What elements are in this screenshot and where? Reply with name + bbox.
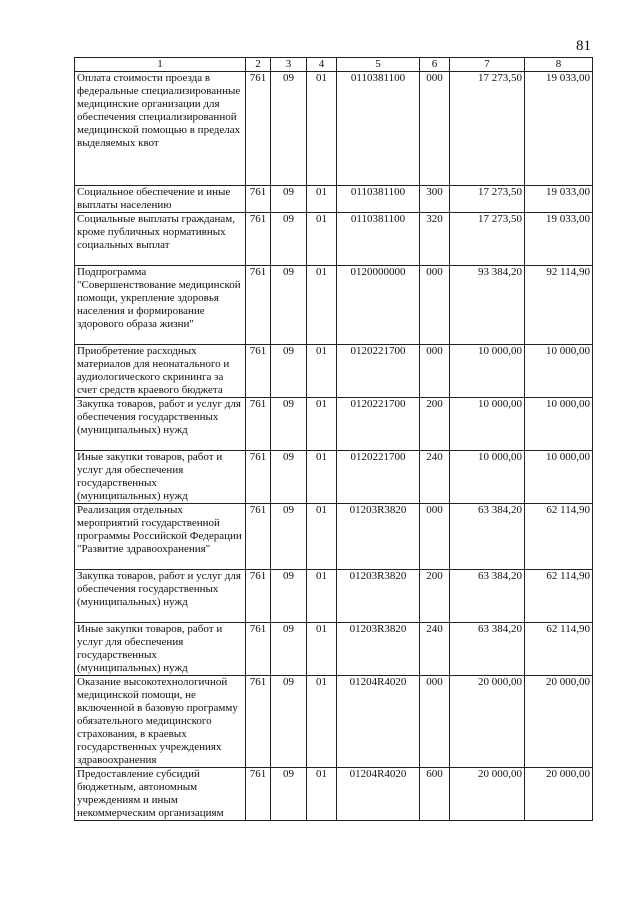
section-code: 09 (271, 398, 307, 451)
amount-year-2: 10 000,00 (525, 345, 593, 398)
amount-year-2: 19 033,00 (525, 72, 593, 186)
target-article-code: 0110381100 (337, 186, 420, 213)
amount-year-2: 62 114,90 (525, 570, 593, 623)
amount-year-1: 10 000,00 (450, 345, 525, 398)
expense-type-code: 240 (420, 623, 450, 676)
target-article-code: 01204R4020 (337, 676, 420, 768)
target-article-code: 0120221700 (337, 451, 420, 504)
amount-year-2: 20 000,00 (525, 768, 593, 821)
subsection-code: 01 (307, 623, 337, 676)
subsection-code: 01 (307, 570, 337, 623)
table-row (75, 266, 593, 345)
amount-year-1: 17 273,50 (450, 186, 525, 213)
amount-year-2: 62 114,90 (525, 504, 593, 570)
table-row (75, 451, 593, 504)
target-article-code: 01203R3820 (337, 504, 420, 570)
header-cell: 2 (246, 58, 271, 72)
expense-type-code: 240 (420, 451, 450, 504)
expense-type-code: 200 (420, 570, 450, 623)
amount-year-1: 63 384,20 (450, 623, 525, 676)
amount-year-1: 93 384,20 (450, 266, 525, 345)
amount-year-1: 17 273,50 (450, 72, 525, 186)
section-code: 09 (271, 186, 307, 213)
table-row (75, 676, 593, 768)
budget-table (74, 57, 593, 821)
section-code: 09 (271, 213, 307, 266)
table-row (75, 72, 593, 186)
subsection-code: 01 (307, 72, 337, 186)
target-article-code: 0120221700 (337, 398, 420, 451)
table-body (75, 72, 593, 821)
subsection-code: 01 (307, 451, 337, 504)
table-row (75, 186, 593, 213)
section-code: 09 (271, 623, 307, 676)
expense-type-code: 600 (420, 768, 450, 821)
subsection-code: 01 (307, 504, 337, 570)
amount-year-1: 63 384,20 (450, 570, 525, 623)
expense-type-code: 200 (420, 398, 450, 451)
row-label: Приобретение расходных материалов для неонатального и аудиологического скрининга за счет средств краевого бюджета (75, 345, 246, 398)
row-label: Социальные выплаты гражданам, кроме публичных нормативных социальных выплат (75, 213, 246, 266)
table-row (75, 570, 593, 623)
ministry-code: 761 (246, 345, 271, 398)
target-article-code: 0110381100 (337, 72, 420, 186)
table-row (75, 768, 593, 821)
amount-year-2: 62 114,90 (525, 623, 593, 676)
table-row (75, 213, 593, 266)
row-label: Иные закупки товаров, работ и услуг для обеспечения государственных (муниципальных) нужд (75, 623, 246, 676)
section-code: 09 (271, 266, 307, 345)
ministry-code: 761 (246, 504, 271, 570)
target-article-code: 01203R3820 (337, 623, 420, 676)
expense-type-code: 000 (420, 266, 450, 345)
subsection-code: 01 (307, 266, 337, 345)
section-code: 09 (271, 570, 307, 623)
expense-type-code: 000 (420, 676, 450, 768)
target-article-code: 01203R3820 (337, 570, 420, 623)
header-cell: 1 (75, 58, 246, 72)
expense-type-code: 000 (420, 504, 450, 570)
ministry-code: 761 (246, 213, 271, 266)
amount-year-2: 20 000,00 (525, 676, 593, 768)
subsection-code: 01 (307, 213, 337, 266)
ministry-code: 761 (246, 570, 271, 623)
target-article-code: 01204R4020 (337, 768, 420, 821)
section-code: 09 (271, 451, 307, 504)
row-label: Предоставление субсидий бюджетным, автономным учреждениям и иным некоммерческим организациям (75, 768, 246, 821)
amount-year-1: 10 000,00 (450, 451, 525, 504)
amount-year-1: 20 000,00 (450, 676, 525, 768)
amount-year-2: 10 000,00 (525, 398, 593, 451)
amount-year-1: 63 384,20 (450, 504, 525, 570)
header-cell: 8 (525, 58, 593, 72)
subsection-code: 01 (307, 768, 337, 821)
page-number: 81 (576, 38, 591, 54)
ministry-code: 761 (246, 72, 271, 186)
section-code: 09 (271, 676, 307, 768)
ministry-code: 761 (246, 266, 271, 345)
expense-type-code: 000 (420, 72, 450, 186)
row-label: Социальное обеспечение и иные выплаты населению (75, 186, 246, 213)
amount-year-2: 92 114,90 (525, 266, 593, 345)
header-cell: 6 (420, 58, 450, 72)
subsection-code: 01 (307, 676, 337, 768)
amount-year-1: 17 273,50 (450, 213, 525, 266)
row-label: Оказание высокотехнологичной медицинской помощи, не включенной в базовую программу обязательного медицинского страхования, в краевых государственных учреждениях здравоохранения (75, 676, 246, 768)
target-article-code: 0120221700 (337, 345, 420, 398)
amount-year-2: 19 033,00 (525, 186, 593, 213)
row-label: Подпрограмма "Совершенствование медицинской помощи, укрепление здоровья населения и формирование здорового образа жизни" (75, 266, 246, 345)
amount-year-1: 20 000,00 (450, 768, 525, 821)
target-article-code: 0110381100 (337, 213, 420, 266)
row-label: Закупка товаров, работ и услуг для обеспечения государственных (муниципальных) нужд (75, 398, 246, 451)
expense-type-code: 320 (420, 213, 450, 266)
header-cell: 7 (450, 58, 525, 72)
ministry-code: 761 (246, 768, 271, 821)
section-code: 09 (271, 504, 307, 570)
ministry-code: 761 (246, 451, 271, 504)
section-code: 09 (271, 345, 307, 398)
table-row (75, 623, 593, 676)
section-code: 09 (271, 72, 307, 186)
ministry-code: 761 (246, 186, 271, 213)
table-row (75, 398, 593, 451)
row-label: Оплата стоимости проезда в федеральные специализированные медицинские организации для обеспечения специализированной медицинской помощью в пределах выделяемых квот (75, 72, 246, 186)
subsection-code: 01 (307, 186, 337, 213)
subsection-code: 01 (307, 398, 337, 451)
amount-year-2: 10 000,00 (525, 451, 593, 504)
table-row (75, 345, 593, 398)
row-label: Иные закупки товаров, работ и услуг для обеспечения государственных (муниципальных) нужд (75, 451, 246, 504)
ministry-code: 761 (246, 398, 271, 451)
section-code: 09 (271, 768, 307, 821)
ministry-code: 761 (246, 676, 271, 768)
header-row (75, 58, 593, 72)
subsection-code: 01 (307, 345, 337, 398)
amount-year-1: 10 000,00 (450, 398, 525, 451)
expense-type-code: 000 (420, 345, 450, 398)
ministry-code: 761 (246, 623, 271, 676)
header-cell: 3 (271, 58, 307, 72)
amount-year-2: 19 033,00 (525, 213, 593, 266)
expense-type-code: 300 (420, 186, 450, 213)
target-article-code: 0120000000 (337, 266, 420, 345)
header-cell: 5 (337, 58, 420, 72)
table-row (75, 504, 593, 570)
row-label: Реализация отдельных мероприятий государственной программы Российской Федерации "Развитие здравоохранения" (75, 504, 246, 570)
header-cell: 4 (307, 58, 337, 72)
row-label: Закупка товаров, работ и услуг для обеспечения государственных (муниципальных) нужд (75, 570, 246, 623)
